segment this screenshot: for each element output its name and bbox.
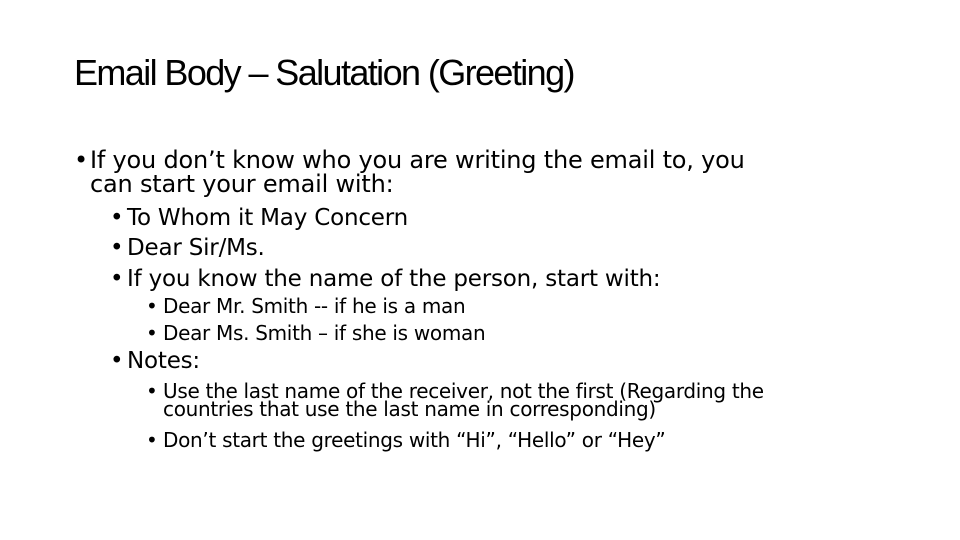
slide-title: Email Body – Salutation (Greeting) [74,52,574,93]
bullet-text-line1: If you don’t know who you are writing the email to, you [90,146,745,174]
bullet-text: Dear Sir/Ms. [127,235,265,261]
bullet-text: Dear Mr. Smith -- if he is a man [163,294,466,318]
bullet-text-line2: countries that use the last name in corresponding) [163,397,656,421]
bullet-marker: • [110,348,124,374]
bullet-marker: • [146,321,158,345]
bullet-marker: • [110,266,124,292]
bullet-text: Notes: [127,348,200,374]
bullet-text: Don’t start the greetings with “Hi”, “Hello” or “Hey” [163,428,666,452]
bullet-text-line2: can start your email with: [90,170,394,198]
bullet-marker: • [146,379,158,403]
bullet-text-line1: Use the last name of the receiver, not the first (Regarding the [163,379,764,403]
bullet-text: Dear Ms. Smith – if she is woman [163,321,486,345]
bullet-marker: • [146,294,158,318]
bullet-marker: • [74,146,88,174]
bullet-marker: • [110,235,124,261]
bullet-marker: • [110,205,124,231]
bullet-text: If you know the name of the person, start with: [127,266,661,292]
bullet-text: To Whom it May Concern [127,205,408,231]
bullet-marker: • [146,428,158,452]
